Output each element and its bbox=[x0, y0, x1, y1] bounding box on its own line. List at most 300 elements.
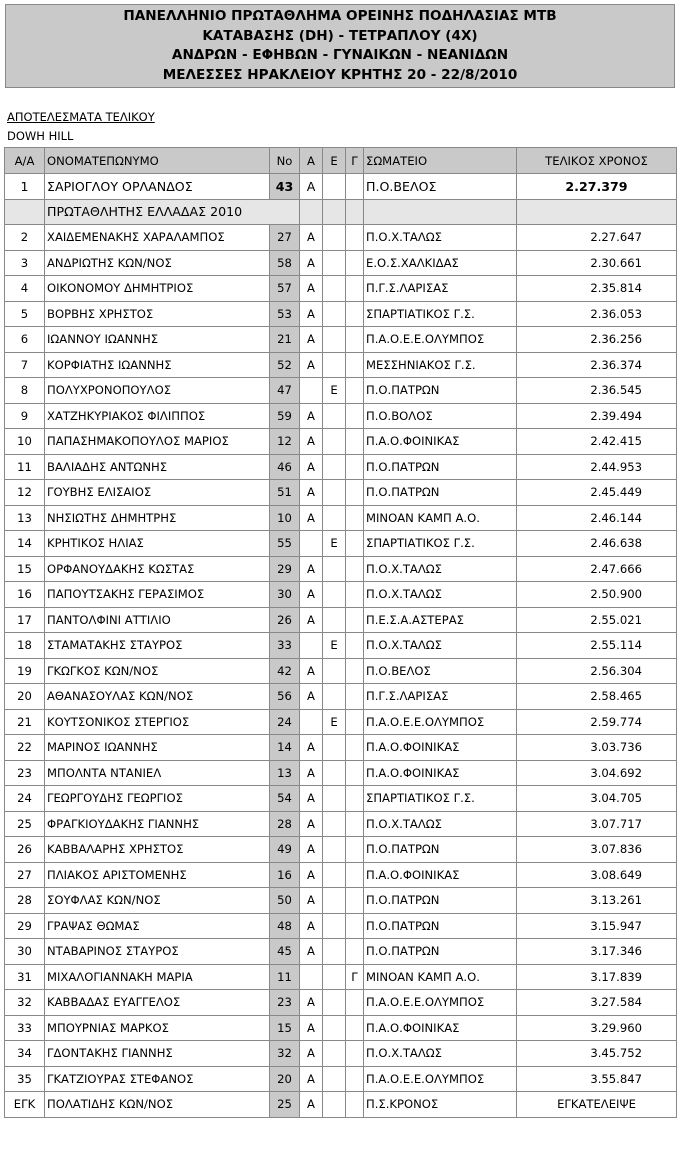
cell-no: 23 bbox=[270, 990, 300, 1016]
cell-club: Π.Ε.Σ.Α.ΑΣΤΕΡΑΣ bbox=[364, 607, 517, 633]
cell-g bbox=[346, 684, 364, 710]
cell-club: ΜΙΝΟΑΝ ΚΑΜΠ Α.Ο. bbox=[364, 505, 517, 531]
cell-a: Α bbox=[300, 1092, 323, 1118]
cell-a: Α bbox=[300, 403, 323, 429]
cell-e: Ε bbox=[323, 633, 346, 659]
table-row bbox=[5, 301, 677, 327]
cell-e bbox=[323, 429, 346, 455]
cell-a: Α bbox=[300, 760, 323, 786]
cell-name: ΓΕΩΡΓΟΥΔΗΣ ΓΕΩΡΓΙΟΣ bbox=[45, 786, 270, 812]
cell-pos: 7 bbox=[5, 352, 45, 378]
cell-a: Α bbox=[300, 888, 323, 914]
cell-time: 2.39.494 bbox=[517, 403, 677, 429]
cell-no: 27 bbox=[270, 225, 300, 251]
cell-e bbox=[323, 556, 346, 582]
col-header-a: Α bbox=[300, 148, 323, 174]
cell-no: 32 bbox=[270, 1041, 300, 1067]
table-row bbox=[5, 480, 677, 506]
cell-a: Α bbox=[300, 225, 323, 251]
cell-club: Π.Α.Ο.Ε.Ε.ΟΛΥΜΠΟΣ bbox=[364, 327, 517, 353]
header-title: ΠΑΝΕΛΛΗΝΙΟ ΠΡΩΤΑΘΛΗΜΑ ΟΡΕΙΝΗΣ ΠΟΔΗΛΑΣΙΑΣ MTB bbox=[123, 8, 557, 24]
cell-a: Α bbox=[300, 582, 323, 608]
cell-no: 51 bbox=[270, 480, 300, 506]
cell-no: 47 bbox=[270, 378, 300, 404]
cell-name: ΑΝΔΡΙΩΤΗΣ ΚΩΝ/ΝΟΣ bbox=[45, 250, 270, 276]
cell-a: Α bbox=[300, 811, 323, 837]
cell-e bbox=[323, 811, 346, 837]
cell-e bbox=[323, 327, 346, 353]
cell-time: 2.45.449 bbox=[517, 480, 677, 506]
cell-club: ΣΠΑΡΤΙΑΤΙΚΟΣ Γ.Σ. bbox=[364, 531, 517, 557]
cell-e bbox=[323, 1041, 346, 1067]
cell-name: ΓΚΩΓΚΟΣ ΚΩΝ/ΝΟΣ bbox=[45, 658, 270, 684]
cell-e bbox=[323, 837, 346, 863]
cell-name: ΜΠΟΥΡΝΙΑΣ ΜΑΡΚΟΣ bbox=[45, 1015, 270, 1041]
cell-g bbox=[346, 378, 364, 404]
cell-pos: 19 bbox=[5, 658, 45, 684]
cell-e bbox=[323, 607, 346, 633]
cell-time: 3.29.960 bbox=[517, 1015, 677, 1041]
cell-a: Α bbox=[300, 556, 323, 582]
table-row bbox=[5, 531, 677, 557]
cell-club: Π.Ο.ΠΑΤΡΩΝ bbox=[364, 454, 517, 480]
cell-no: 25 bbox=[270, 1092, 300, 1118]
cell-g bbox=[346, 556, 364, 582]
cell-g bbox=[346, 735, 364, 761]
cell-a: Α bbox=[300, 939, 323, 965]
cell-no: 30 bbox=[270, 582, 300, 608]
cell-e bbox=[323, 582, 346, 608]
cell-g bbox=[346, 1066, 364, 1092]
cell-no: 53 bbox=[270, 301, 300, 327]
cell-time: 3.45.752 bbox=[517, 1041, 677, 1067]
cell-g bbox=[346, 429, 364, 455]
cell-name: ΓΔΟΝΤΑΚΗΣ ΓΙΑΝΝΗΣ bbox=[45, 1041, 270, 1067]
cell-club: Π.Ο.ΠΑΤΡΩΝ bbox=[364, 913, 517, 939]
table-row bbox=[5, 658, 677, 684]
cell-a: Α bbox=[300, 1066, 323, 1092]
cell-no: 48 bbox=[270, 913, 300, 939]
cell-pos: 30 bbox=[5, 939, 45, 965]
cell-time: 2.46.638 bbox=[517, 531, 677, 557]
header-categories: ΑΝΔΡΩΝ - ΕΦΗΒΩΝ - ΓΥΝΑΙΚΩΝ - ΝΕΑΝΙΔΩΝ bbox=[171, 47, 509, 63]
cell-pos: ΕΓΚ bbox=[5, 1092, 45, 1118]
cell-time: 2.36.545 bbox=[517, 378, 677, 404]
cell-g bbox=[346, 327, 364, 353]
table-row bbox=[5, 454, 677, 480]
retired-row bbox=[5, 1092, 677, 1118]
table-row bbox=[5, 403, 677, 429]
cell-a: Α bbox=[300, 174, 323, 200]
cell-no: 24 bbox=[270, 709, 300, 735]
table-row bbox=[5, 1041, 677, 1067]
cell-a: Α bbox=[300, 735, 323, 761]
cell-time: 3.13.261 bbox=[517, 888, 677, 914]
cell-club: Π.Α.Ο.ΦΟΙΝΙΚΑΣ bbox=[364, 760, 517, 786]
cell-a bbox=[300, 964, 323, 990]
cell-pos: 31 bbox=[5, 964, 45, 990]
cell-no: 12 bbox=[270, 429, 300, 455]
table-row bbox=[5, 633, 677, 659]
table-row bbox=[5, 250, 677, 276]
cell-pos: 33 bbox=[5, 1015, 45, 1041]
cell-a bbox=[300, 633, 323, 659]
cell-pos: 6 bbox=[5, 327, 45, 353]
cell-club: Π.Ο.Χ.ΤΑΛΩΣ bbox=[364, 811, 517, 837]
cell-pos: 5 bbox=[5, 301, 45, 327]
table-row bbox=[5, 378, 677, 404]
cell-name: ΑΘΑΝΑΣΟΥΛΑΣ ΚΩΝ/ΝΟΣ bbox=[45, 684, 270, 710]
cell-pos: 32 bbox=[5, 990, 45, 1016]
cell-name: ΧΑΤΖΗΚΥΡΙΑΚΟΣ ΦΙΛΙΠΠΟΣ bbox=[45, 403, 270, 429]
cell-e bbox=[323, 913, 346, 939]
cell-e bbox=[323, 786, 346, 812]
cell-time: 2.46.144 bbox=[517, 505, 677, 531]
table-row bbox=[5, 225, 677, 251]
cell-time: 3.07.836 bbox=[517, 837, 677, 863]
cell-empty bbox=[517, 199, 677, 225]
cell-empty bbox=[323, 199, 346, 225]
cell-empty bbox=[300, 199, 323, 225]
cell-club: Π.Α.Ο.Ε.Ε.ΟΛΥΜΠΟΣ bbox=[364, 709, 517, 735]
cell-empty bbox=[5, 199, 45, 225]
cell-no: 50 bbox=[270, 888, 300, 914]
cell-e bbox=[323, 862, 346, 888]
col-header-g: Γ bbox=[346, 148, 364, 174]
cell-club: Π.Γ.Σ.ΛΑΡΙΣΑΣ bbox=[364, 276, 517, 302]
cell-no: 20 bbox=[270, 1066, 300, 1092]
cell-pos: 1 bbox=[5, 174, 45, 200]
cell-name: ΓΡΑΨΑΣ ΘΩΜΑΣ bbox=[45, 913, 270, 939]
cell-g bbox=[346, 633, 364, 659]
cell-g bbox=[346, 174, 364, 200]
race-name: DOWH HILL bbox=[7, 129, 74, 143]
cell-club: ΜΙΝΟΑΝ ΚΑΜΠ Α.Ο. bbox=[364, 964, 517, 990]
table-row bbox=[5, 582, 677, 608]
cell-pos: 17 bbox=[5, 607, 45, 633]
cell-club: Ε.Ο.Σ.ΧΑΛΚΙΔΑΣ bbox=[364, 250, 517, 276]
cell-no: 45 bbox=[270, 939, 300, 965]
cell-no: 43 bbox=[270, 174, 300, 200]
cell-no: 15 bbox=[270, 1015, 300, 1041]
table-row bbox=[5, 837, 677, 863]
cell-no: 59 bbox=[270, 403, 300, 429]
cell-club: Π.Ο.ΠΑΤΡΩΝ bbox=[364, 480, 517, 506]
cell-time: 2.56.304 bbox=[517, 658, 677, 684]
cell-e bbox=[323, 301, 346, 327]
champion-note: ΠΡΩΤΑΘΛΗΤΗΣ ΕΛΛΑΔΑΣ 2010 bbox=[45, 199, 300, 225]
cell-no: 52 bbox=[270, 352, 300, 378]
cell-e bbox=[323, 225, 346, 251]
cell-a: Α bbox=[300, 352, 323, 378]
cell-name: ΟΡΦΑΝΟΥΔΑΚΗΣ ΚΩΣΤΑΣ bbox=[45, 556, 270, 582]
col-header-club: ΣΩΜΑΤΕΙΟ bbox=[364, 148, 517, 174]
cell-time: ΕΓΚΑΤΕΛΕΙΨΕ bbox=[517, 1092, 677, 1118]
cell-a: Α bbox=[300, 276, 323, 302]
cell-pos: 15 bbox=[5, 556, 45, 582]
header-discipline: ΚΑΤΑΒΑΣΗΣ (DH) - ΤΕΤΡΑΠΛΟΥ (4X) bbox=[202, 27, 478, 44]
cell-e bbox=[323, 658, 346, 684]
cell-club: Π.Γ.Σ.ΛΑΡΙΣΑΣ bbox=[364, 684, 517, 710]
table-row bbox=[5, 786, 677, 812]
cell-club: Π.Ο.Χ.ΤΑΛΩΣ bbox=[364, 556, 517, 582]
table-row bbox=[5, 990, 677, 1016]
cell-g bbox=[346, 1092, 364, 1118]
col-header-pos: Α/Α bbox=[5, 148, 45, 174]
cell-a: Α bbox=[300, 429, 323, 455]
cell-time: 2.30.661 bbox=[517, 250, 677, 276]
table-row bbox=[5, 862, 677, 888]
cell-e bbox=[323, 684, 346, 710]
cell-e bbox=[323, 760, 346, 786]
cell-no: 13 bbox=[270, 760, 300, 786]
cell-name: ΚΟΡΦΙΑΤΗΣ ΙΩΑΝΝΗΣ bbox=[45, 352, 270, 378]
table-row bbox=[5, 735, 677, 761]
cell-name: ΣΟΥΦΛΑΣ ΚΩΝ/ΝΟΣ bbox=[45, 888, 270, 914]
cell-club: Π.Α.Ο.ΦΟΙΝΙΚΑΣ bbox=[364, 429, 517, 455]
cell-name: ΣΤΑΜΑΤΑΚΗΣ ΣΤΑΥΡΟΣ bbox=[45, 633, 270, 659]
cell-a: Α bbox=[300, 327, 323, 353]
table-header-row bbox=[5, 148, 677, 174]
cell-name: ΜΙΧΑΛΟΓΙΑΝΝΑΚΗ ΜΑΡΙΑ bbox=[45, 964, 270, 990]
cell-e bbox=[323, 735, 346, 761]
cell-g bbox=[346, 862, 364, 888]
cell-time: 2.55.021 bbox=[517, 607, 677, 633]
cell-club: Π.Α.Ο.ΦΟΙΝΙΚΑΣ bbox=[364, 862, 517, 888]
cell-pos: 23 bbox=[5, 760, 45, 786]
cell-e bbox=[323, 480, 346, 506]
cell-pos: 11 bbox=[5, 454, 45, 480]
cell-g bbox=[346, 658, 364, 684]
cell-time: 2.36.256 bbox=[517, 327, 677, 353]
cell-no: 42 bbox=[270, 658, 300, 684]
cell-time: 3.17.346 bbox=[517, 939, 677, 965]
cell-time: 3.27.584 bbox=[517, 990, 677, 1016]
cell-time: 3.17.839 bbox=[517, 964, 677, 990]
cell-g: Γ bbox=[346, 964, 364, 990]
cell-name: ΣΑΡΙΟΓΛΟΥ ΟΡΛΑΝΔΟΣ bbox=[45, 174, 270, 200]
cell-g bbox=[346, 582, 364, 608]
cell-name: ΒΟΡΒΗΣ ΧΡΗΣΤΟΣ bbox=[45, 301, 270, 327]
cell-g bbox=[346, 709, 364, 735]
cell-time: 3.04.705 bbox=[517, 786, 677, 812]
cell-no: 26 bbox=[270, 607, 300, 633]
cell-g bbox=[346, 301, 364, 327]
cell-e bbox=[323, 352, 346, 378]
cell-pos: 12 bbox=[5, 480, 45, 506]
cell-e bbox=[323, 964, 346, 990]
cell-e: Ε bbox=[323, 378, 346, 404]
cell-e bbox=[323, 939, 346, 965]
cell-no: 11 bbox=[270, 964, 300, 990]
cell-no: 49 bbox=[270, 837, 300, 863]
cell-pos: 2 bbox=[5, 225, 45, 251]
cell-time: 2.36.053 bbox=[517, 301, 677, 327]
cell-g bbox=[346, 760, 364, 786]
table-row bbox=[5, 505, 677, 531]
table-row bbox=[5, 709, 677, 735]
cell-pos: 8 bbox=[5, 378, 45, 404]
cell-g bbox=[346, 505, 364, 531]
cell-a: Α bbox=[300, 786, 323, 812]
cell-name: ΦΡΑΓΚΙΟΥΔΑΚΗΣ ΓΙΑΝΝΗΣ bbox=[45, 811, 270, 837]
table-row bbox=[5, 276, 677, 302]
cell-club: ΣΠΑΡΤΙΑΤΙΚΟΣ Γ.Σ. bbox=[364, 301, 517, 327]
cell-club: Π.Ο.ΠΑΤΡΩΝ bbox=[364, 888, 517, 914]
cell-name: ΚΡΗΤΙΚΟΣ ΗΛΙΑΣ bbox=[45, 531, 270, 557]
cell-e bbox=[323, 403, 346, 429]
results-subtitle: ΑΠΟΤΕΛΕΣΜΑΤΑ ΤΕΛΙΚΟΥ bbox=[7, 110, 155, 124]
cell-time: 2.42.415 bbox=[517, 429, 677, 455]
cell-no: 14 bbox=[270, 735, 300, 761]
cell-no: 33 bbox=[270, 633, 300, 659]
cell-e bbox=[323, 174, 346, 200]
cell-club: ΜΕΣΣΗΝΙΑΚΟΣ Γ.Σ. bbox=[364, 352, 517, 378]
table-row bbox=[5, 556, 677, 582]
cell-pos: 20 bbox=[5, 684, 45, 710]
cell-club: Π.Ο.Χ.ΤΑΛΩΣ bbox=[364, 1041, 517, 1067]
cell-a: Α bbox=[300, 913, 323, 939]
table-row bbox=[5, 760, 677, 786]
cell-pos: 13 bbox=[5, 505, 45, 531]
cell-time: 3.08.649 bbox=[517, 862, 677, 888]
cell-name: ΚΑΒΒΑΛΑΡΗΣ ΧΡΗΣΤΟΣ bbox=[45, 837, 270, 863]
cell-name: ΜΑΡΙΝΟΣ ΙΩΑΝΝΗΣ bbox=[45, 735, 270, 761]
cell-no: 10 bbox=[270, 505, 300, 531]
cell-club: Π.Ο.ΠΑΤΡΩΝ bbox=[364, 939, 517, 965]
cell-a: Α bbox=[300, 250, 323, 276]
champion-note-row bbox=[5, 199, 677, 225]
cell-a: Α bbox=[300, 454, 323, 480]
cell-name: ΠΟΛΑΤΙΔΗΣ ΚΩΝ/ΝΟΣ bbox=[45, 1092, 270, 1118]
cell-g bbox=[346, 786, 364, 812]
cell-g bbox=[346, 888, 364, 914]
table-row bbox=[5, 939, 677, 965]
cell-time: 2.44.953 bbox=[517, 454, 677, 480]
cell-pos: 34 bbox=[5, 1041, 45, 1067]
cell-time: 2.35.814 bbox=[517, 276, 677, 302]
cell-a: Α bbox=[300, 658, 323, 684]
cell-club: ΣΠΑΡΤΙΑΤΙΚΟΣ Γ.Σ. bbox=[364, 786, 517, 812]
cell-a: Α bbox=[300, 990, 323, 1016]
cell-pos: 16 bbox=[5, 582, 45, 608]
table-row bbox=[5, 327, 677, 353]
cell-time: 3.03.736 bbox=[517, 735, 677, 761]
col-header-name: ΟΝΟΜΑΤΕΠΩΝΥΜΟ bbox=[45, 148, 270, 174]
cell-a bbox=[300, 378, 323, 404]
cell-a bbox=[300, 709, 323, 735]
cell-club: Π.Ο.Χ.ΤΑΛΩΣ bbox=[364, 582, 517, 608]
table-row bbox=[5, 684, 677, 710]
cell-e: Ε bbox=[323, 531, 346, 557]
cell-g bbox=[346, 913, 364, 939]
cell-name: ΙΩΑΝΝΟΥ ΙΩΑΝΝΗΣ bbox=[45, 327, 270, 353]
cell-time: 2.27.379 bbox=[517, 174, 677, 200]
cell-club: Π.Α.Ο.Ε.Ε.ΟΛΥΜΠΟΣ bbox=[364, 990, 517, 1016]
document-header bbox=[5, 4, 675, 88]
cell-g bbox=[346, 1015, 364, 1041]
cell-e bbox=[323, 1066, 346, 1092]
cell-e bbox=[323, 888, 346, 914]
table-row bbox=[5, 888, 677, 914]
cell-empty bbox=[346, 199, 364, 225]
cell-no: 21 bbox=[270, 327, 300, 353]
table-row bbox=[5, 811, 677, 837]
winner-row bbox=[5, 174, 677, 200]
cell-e bbox=[323, 990, 346, 1016]
cell-pos: 22 bbox=[5, 735, 45, 761]
cell-g bbox=[346, 531, 364, 557]
cell-e bbox=[323, 1015, 346, 1041]
cell-time: 2.36.374 bbox=[517, 352, 677, 378]
cell-club: Π.Ο.Χ.ΤΑΛΩΣ bbox=[364, 633, 517, 659]
cell-name: ΠΟΛΥΧΡΟΝΟΠΟΥΛΟΣ bbox=[45, 378, 270, 404]
results-table bbox=[4, 147, 677, 1118]
cell-g bbox=[346, 607, 364, 633]
cell-name: ΓΚΑΤΖΙΟΥΡΑΣ ΣΤΕΦΑΝΟΣ bbox=[45, 1066, 270, 1092]
cell-pos: 18 bbox=[5, 633, 45, 659]
cell-no: 55 bbox=[270, 531, 300, 557]
cell-g bbox=[346, 403, 364, 429]
table-row bbox=[5, 352, 677, 378]
cell-club: Π.Α.Ο.ΦΟΙΝΙΚΑΣ bbox=[364, 1015, 517, 1041]
cell-name: ΟΙΚΟΝΟΜΟΥ ΔΗΜΗΤΡΙΟΣ bbox=[45, 276, 270, 302]
cell-time: 2.58.465 bbox=[517, 684, 677, 710]
cell-a: Α bbox=[300, 301, 323, 327]
cell-pos: 21 bbox=[5, 709, 45, 735]
cell-time: 2.47.666 bbox=[517, 556, 677, 582]
table-row bbox=[5, 964, 677, 990]
cell-no: 46 bbox=[270, 454, 300, 480]
header-venue-date: ΜΕΛΕΣΣΕΣ ΗΡΑΚΛΕΙΟΥ ΚΡΗΤΗΣ 20 - 22/8/2010 bbox=[162, 66, 518, 83]
cell-no: 16 bbox=[270, 862, 300, 888]
cell-club: Π.Ο.Χ.ΤΑΛΩΣ bbox=[364, 225, 517, 251]
cell-a: Α bbox=[300, 862, 323, 888]
cell-e: Ε bbox=[323, 709, 346, 735]
cell-no: 58 bbox=[270, 250, 300, 276]
cell-g bbox=[346, 225, 364, 251]
cell-pos: 28 bbox=[5, 888, 45, 914]
cell-e bbox=[323, 505, 346, 531]
cell-g bbox=[346, 837, 364, 863]
cell-pos: 35 bbox=[5, 1066, 45, 1092]
cell-time: 3.55.847 bbox=[517, 1066, 677, 1092]
cell-name: ΝΤΑΒΑΡΙΝΟΣ ΣΤΑΥΡΟΣ bbox=[45, 939, 270, 965]
cell-no: 57 bbox=[270, 276, 300, 302]
cell-empty bbox=[364, 199, 517, 225]
cell-name: ΝΗΣΙΩΤΗΣ ΔΗΜΗΤΡΗΣ bbox=[45, 505, 270, 531]
cell-a: Α bbox=[300, 837, 323, 863]
cell-name: ΜΠΟΛΝΤΑ ΝΤΑΝΙΕΛ bbox=[45, 760, 270, 786]
cell-g bbox=[346, 276, 364, 302]
cell-name: ΒΑΛΙΑΔΗΣ ΑΝΤΩΝΗΣ bbox=[45, 454, 270, 480]
table-row bbox=[5, 607, 677, 633]
cell-g bbox=[346, 454, 364, 480]
col-header-e: Ε bbox=[323, 148, 346, 174]
cell-g bbox=[346, 480, 364, 506]
cell-pos: 3 bbox=[5, 250, 45, 276]
cell-name: ΠΛΙΑΚΟΣ ΑΡΙΣΤΟΜΕΝΗΣ bbox=[45, 862, 270, 888]
cell-pos: 24 bbox=[5, 786, 45, 812]
cell-no: 28 bbox=[270, 811, 300, 837]
table-row bbox=[5, 913, 677, 939]
cell-a: Α bbox=[300, 607, 323, 633]
cell-time: 2.50.900 bbox=[517, 582, 677, 608]
cell-a: Α bbox=[300, 1015, 323, 1041]
cell-a: Α bbox=[300, 1041, 323, 1067]
cell-pos: 25 bbox=[5, 811, 45, 837]
cell-g bbox=[346, 250, 364, 276]
